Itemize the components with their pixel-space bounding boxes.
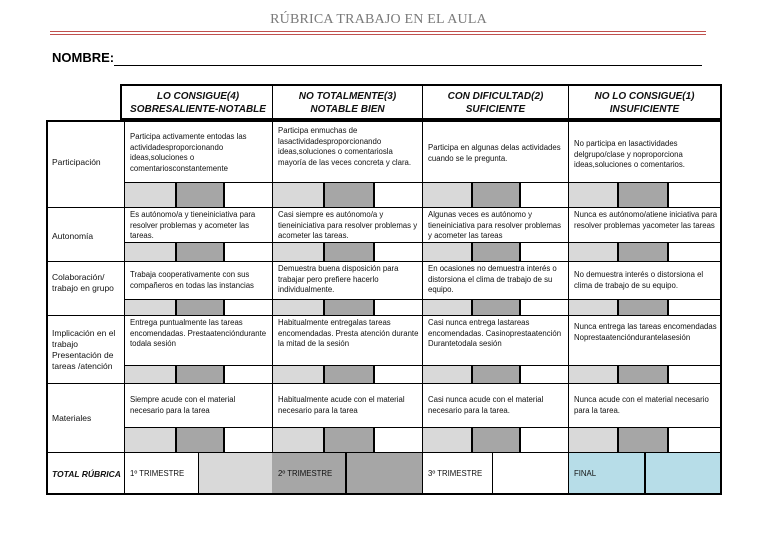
criterion-implicacion: Implicación en el trabajo Presentación de tareas /atención bbox=[52, 328, 116, 371]
level-header-4 bbox=[124, 86, 272, 118]
term-2-score-box[interactable] bbox=[346, 453, 422, 493]
score-box[interactable] bbox=[568, 243, 618, 261]
score-box[interactable] bbox=[520, 300, 568, 315]
desc-implicacion-3: Habitualmente entregalas tareas encomendadas. Presta atención durante la mitad de la sesión bbox=[278, 318, 419, 349]
score-box[interactable] bbox=[422, 183, 472, 207]
desc-colaboracion-3: Demuestra buena disposición para trabajar pero prefiere hacerlo individualmente. bbox=[278, 264, 399, 295]
score-box[interactable] bbox=[422, 243, 472, 261]
desc-colaboracion-1: No demuestra interés o distorsiona el clima de trabajo de su equipo. bbox=[574, 270, 704, 290]
level-2-name: CON DIFICULTAD(2) bbox=[447, 91, 544, 102]
score-box[interactable] bbox=[472, 366, 520, 383]
term-2-label: 2º TRIMESTRE bbox=[278, 469, 333, 478]
level-3-name: NO TOTALMENTE(3) bbox=[298, 91, 397, 102]
score-box[interactable] bbox=[272, 366, 324, 383]
score-box[interactable] bbox=[272, 428, 324, 452]
desc-materiales-2: Casi nunca acude con el material necesario para la tarea. bbox=[428, 395, 544, 415]
score-box[interactable] bbox=[176, 300, 224, 315]
desc-materiales-4: Siempre acude con el material necesario para la tarea bbox=[130, 395, 236, 415]
score-box[interactable] bbox=[520, 366, 568, 383]
desc-autonomia-2: Algunas veces es autónomo y tieneiniciativa para resolver problemas y acometer las tareas bbox=[428, 210, 562, 241]
score-box[interactable] bbox=[668, 366, 720, 383]
desc-participacion-3: Participa enmuchas de lasactividadesproporcionando ideas,soluciones o comentariosla mayoría de las veces concreta y clara. bbox=[278, 126, 412, 167]
criterion-autonomia: Autonomía bbox=[52, 231, 94, 241]
score-box[interactable] bbox=[618, 428, 668, 452]
score-box[interactable] bbox=[224, 300, 272, 315]
row-divider bbox=[48, 261, 720, 262]
page-title: RÚBRICA TRABAJO EN EL AULA bbox=[270, 12, 487, 27]
score-box[interactable] bbox=[176, 428, 224, 452]
criterion-participacion: Participación bbox=[52, 157, 101, 167]
level-header-3 bbox=[272, 86, 422, 118]
score-box[interactable] bbox=[272, 243, 324, 261]
level-1-name: NO LO CONSIGUE(1) bbox=[594, 91, 695, 102]
score-box[interactable] bbox=[124, 366, 176, 383]
name-label: NOMBRE: bbox=[52, 50, 115, 65]
score-box[interactable] bbox=[374, 366, 422, 383]
score-box[interactable] bbox=[568, 428, 618, 452]
term-3-label: 3º TRIMESTRE bbox=[428, 469, 483, 478]
score-box[interactable] bbox=[374, 300, 422, 315]
desc-participacion-4: Participa activamente entodas las actividadesproporcionando ideas,soluciones o comentariosconstantemente bbox=[130, 132, 247, 173]
score-box[interactable] bbox=[324, 183, 374, 207]
row-divider bbox=[48, 207, 720, 208]
term-1-score-box[interactable] bbox=[198, 453, 272, 493]
desc-autonomia-4: Es autónomo/a y tieneiniciativa para resolver problemas y acometer las tareas. bbox=[130, 210, 256, 241]
score-box[interactable] bbox=[176, 183, 224, 207]
title-rule-top bbox=[50, 31, 706, 32]
title-rule-bottom bbox=[50, 34, 706, 35]
score-box[interactable] bbox=[618, 243, 668, 261]
score-box[interactable] bbox=[668, 428, 720, 452]
score-box[interactable] bbox=[374, 428, 422, 452]
desc-autonomia-1: Nunca es autónomo/atiene iniciativa para resolver problemas yacometer las tareas bbox=[574, 210, 718, 230]
level-2-grade: SUFICIENTE bbox=[465, 104, 526, 115]
desc-materiales-1: Nunca acude con el material necesario para la tarea. bbox=[574, 395, 709, 415]
final-score-box[interactable] bbox=[645, 453, 720, 493]
level-header-1 bbox=[568, 86, 720, 118]
desc-materiales-3: Habitualmente acude con el material necesario para la tarea bbox=[278, 395, 405, 415]
score-box[interactable] bbox=[568, 183, 618, 207]
score-box[interactable] bbox=[618, 366, 668, 383]
level-header-2 bbox=[422, 86, 568, 118]
desc-colaboracion-4: Trabaja cooperativamente con sus compañeros en todas las instancias bbox=[130, 270, 254, 290]
score-box[interactable] bbox=[324, 366, 374, 383]
score-box[interactable] bbox=[520, 183, 568, 207]
name-input-line[interactable] bbox=[114, 65, 702, 66]
score-box[interactable] bbox=[422, 366, 472, 383]
score-box[interactable] bbox=[422, 428, 472, 452]
score-box[interactable] bbox=[668, 183, 720, 207]
score-box[interactable] bbox=[124, 243, 176, 261]
score-box[interactable] bbox=[374, 243, 422, 261]
desc-autonomia-3: Casi siempre es autónomo/a y tieneiniciativa para resolver problemas y acometer las tareas. bbox=[278, 210, 418, 241]
score-box[interactable] bbox=[422, 300, 472, 315]
score-box[interactable] bbox=[324, 428, 374, 452]
score-box[interactable] bbox=[224, 183, 272, 207]
score-box[interactable] bbox=[176, 243, 224, 261]
final-label: FINAL bbox=[574, 469, 597, 478]
score-box[interactable] bbox=[472, 183, 520, 207]
term-3-score-box[interactable] bbox=[492, 453, 568, 493]
term-1-label: 1º TRIMESTRE bbox=[130, 469, 185, 478]
score-box[interactable] bbox=[568, 366, 618, 383]
score-box[interactable] bbox=[668, 243, 720, 261]
score-box[interactable] bbox=[224, 428, 272, 452]
desc-implicacion-4: Entrega puntualmente las tareas encomendadas. Prestaatencióndurante todala sesión bbox=[130, 318, 267, 349]
score-box[interactable] bbox=[224, 366, 272, 383]
row-divider bbox=[48, 315, 720, 316]
name-row bbox=[52, 50, 702, 68]
desc-implicacion-2: Casi nunca entrega lastareas encomendadas. Casinoprestaatención Durantetodala sesión bbox=[428, 318, 562, 349]
score-box[interactable] bbox=[668, 300, 720, 315]
score-box[interactable] bbox=[124, 183, 176, 207]
desc-implicacion-1: Nunca entrega las tareas encomendadas Noprestaatencióndurantelasesión bbox=[574, 322, 717, 342]
criterion-colaboracion: Colaboración/ trabajo en grupo bbox=[52, 272, 114, 293]
score-box[interactable] bbox=[324, 243, 374, 261]
total-label: TOTAL RÚBRICA bbox=[52, 469, 121, 479]
score-box[interactable] bbox=[176, 366, 224, 383]
score-box[interactable] bbox=[520, 243, 568, 261]
level-3-grade: NOTABLE BIEN bbox=[310, 104, 385, 115]
score-box[interactable] bbox=[374, 183, 422, 207]
score-box[interactable] bbox=[224, 243, 272, 261]
score-box[interactable] bbox=[124, 300, 176, 315]
score-box[interactable] bbox=[618, 183, 668, 207]
score-box[interactable] bbox=[618, 300, 668, 315]
score-box[interactable] bbox=[568, 300, 618, 315]
score-box[interactable] bbox=[472, 300, 520, 315]
level-4-name: LO CONSIGUE(4) bbox=[156, 91, 240, 102]
score-box[interactable] bbox=[272, 300, 324, 315]
score-box[interactable] bbox=[324, 300, 374, 315]
score-box[interactable] bbox=[124, 428, 176, 452]
desc-colaboracion-2: En ocasiones no demuestra interés o distorsiona el clima de trabajo de su equipo. bbox=[428, 264, 557, 295]
desc-participacion-1: No participa en lasactividades delgrupo/clase y noproporciona ideas,soluciones o comentarios. bbox=[574, 139, 685, 170]
score-box[interactable] bbox=[472, 243, 520, 261]
row-divider bbox=[48, 383, 720, 384]
criterion-materiales: Materiales bbox=[52, 413, 92, 423]
score-box[interactable] bbox=[520, 428, 568, 452]
score-box[interactable] bbox=[272, 183, 324, 207]
desc-participacion-2: Participa en algunas delas actividades cuando se le pregunta. bbox=[428, 143, 561, 163]
score-box[interactable] bbox=[472, 428, 520, 452]
level-1-grade: INSUFICIENTE bbox=[609, 104, 680, 115]
level-4-grade: SOBRESALIENTE-NOTABLE bbox=[130, 104, 266, 115]
